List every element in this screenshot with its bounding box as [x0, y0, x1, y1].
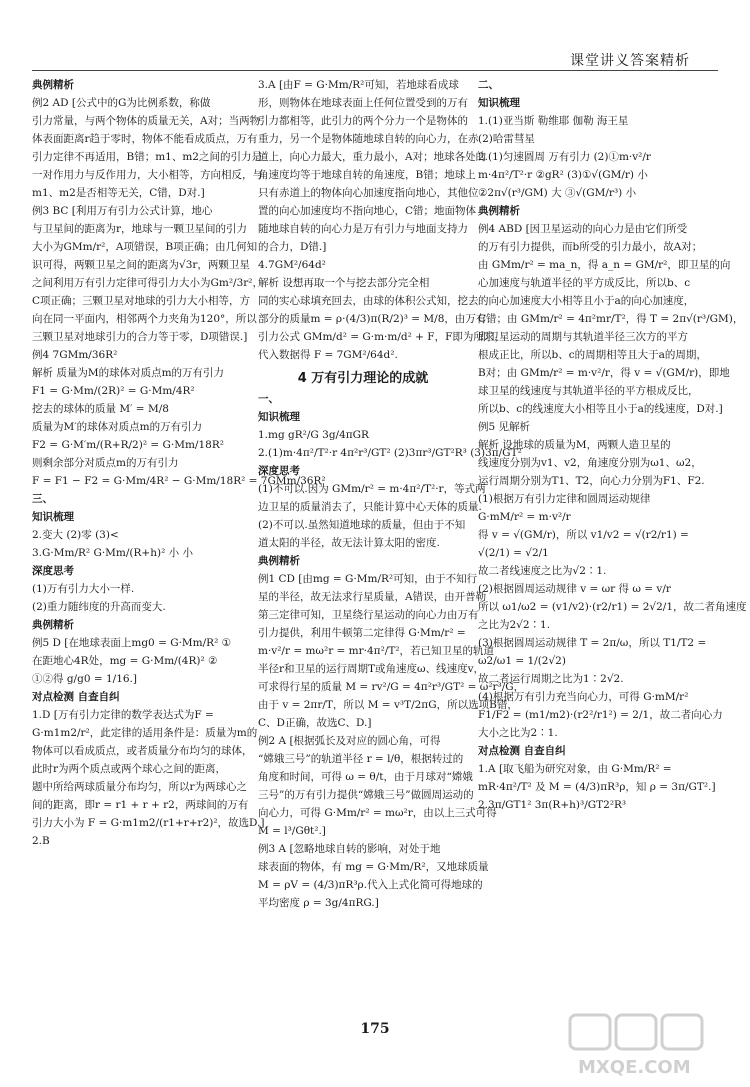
text-line: (2)重力随纬度的升高而变大. [32, 601, 166, 613]
text-line: B对；由 GMm/r² = m·v²/r，得 v = √(GM/r)，即地 [478, 367, 730, 379]
header-rule [32, 70, 718, 71]
text-line: 角度和时间，可得 ω = θ/t，由于月球对“嫦娥 [258, 771, 473, 783]
text-line: 得 v = √(GM/r)，所以 v1/v2 = √(r2/r1) = [478, 529, 689, 541]
text-line: 星的半径，故无法求行星质量，A错误，由开普勒 [258, 591, 487, 603]
text-line: 一对作用力与反作用力，大小相等，方向相反，与 [32, 169, 263, 181]
text-line: (2)哈雷彗星 [478, 133, 535, 145]
text-line: 代入数据得 F = 7GM²/64d². [258, 349, 398, 361]
text-line: 的合力，D错.] [258, 241, 327, 253]
text-line: 2.(1)m·4π²/T²·r 4π²r³/GT² (2)3πr³/GT²R³ (3)3π/GT² [258, 447, 522, 459]
text-line: 所以 ω1/ω2 = (v1/v2)·(r2/r1) = 2√2/1，故二者角速度 [478, 601, 747, 613]
text-line: 1.D [万有引力定律的数学表达式为F = [32, 709, 214, 721]
text-line: 之间利用万有引力定律可得引力大小为Gm²/3r²， [32, 277, 263, 289]
text-line: F = F1 − F2 = G·Mm/4R² − G·Mm/18R² = 7GMm/36R² [32, 475, 326, 487]
text-line: 大小之比为2∶1. [478, 727, 558, 739]
text-line: ①②得 g/g0 = 1/16.] [32, 673, 137, 685]
text-line: 在距地心4R处，mg = G·Mm/(4R)² ② [32, 655, 218, 667]
text-line: 故二者线速度之比为√2∶1. [478, 565, 607, 577]
text-line: C、D正确，故选C、D.] [258, 717, 372, 729]
text-line: 同的实心球填充回去，由球的体积公式知，挖去 [258, 295, 479, 307]
text-line: 角速度均等于地球自转的角速度，B错；地球上 [258, 169, 476, 181]
text-line: 道太阳的半径，故无法计算太阳的密度. [258, 537, 440, 549]
text-line: M = l³/Gθt².] [258, 825, 326, 837]
text-line: G·mM/r² = m·v²/r [478, 511, 571, 523]
text-line: 1.(1)亚当斯 勒维耶 伽勒 海王星 [478, 115, 629, 127]
text-line: m·v²/r = mω²r = mr·4π²/T²，若已知卫星的轨道 [258, 645, 495, 657]
text-line: C错；由 GMm/r² = 4π²mr/T²，得 T = 2π√(r³/GM)， [478, 313, 744, 325]
text-line: 边卫星的质量消去了，只能计算中心天体的质量. [258, 501, 482, 513]
section-heading: 典例精析 [32, 79, 74, 91]
text-line: 三颗卫星对地球引力的合力等于零，D项错误.] [32, 331, 248, 343]
text-line: ②2π√(r³/GM) 大 ③√(GM/r³) 小 [478, 187, 637, 199]
text-line: (2)根据圆周运动规律 v = ωr 得 ω = v/r [478, 583, 671, 595]
text-line: 由 GMm/r² = ma_n，得 a_n = GM/r²，即卫星的向 [478, 259, 731, 271]
text-line: 则剩余部分对质点m的万有引力 [32, 457, 179, 469]
section-heading: 深度思考 [258, 465, 300, 477]
text-line: 引力常量，与两个物体的质量无关，A对；当两物 [32, 115, 261, 127]
text-line: 随地球自转的向心力是万有引力与地面支持力 [258, 223, 468, 235]
text-line: F1 = G·Mm/(2R)² = G·Mm/4R² [32, 385, 195, 397]
text-line: 线速度分别为v1、v2，角速度分别为ω1、ω2， [478, 457, 702, 469]
text-line: 球卫星的线速度与其轨道半径的平方根成反比， [478, 385, 699, 397]
text-line: F2 = G·M′m/(R+R/2)² = G·Mm/18R² [32, 439, 224, 451]
section-heading: 对点检测 自查自纠 [32, 691, 120, 703]
text-line: 即卫星运动的周期与其轨道半径三次方的平方 [478, 331, 688, 343]
text-line: ω2/ω1 = 1/(2√2) [478, 655, 566, 667]
text-line: (4)根据万有引力充当向心力，可得 G·mM/r² [478, 691, 689, 703]
section-heading: 典例精析 [258, 555, 300, 567]
text-line: 引力定律不再适用，B错；m1、m2之间的引力是 [32, 151, 262, 163]
text-line: 3.A [由F = G·Mm/R²可知，若地球看成球 [258, 79, 459, 91]
text-line: √(2/1) = √2/1 [478, 547, 549, 559]
text-line: 2.3π/GT1² 3π(R+h)³/GT2²R³ [478, 799, 627, 811]
text-line: 故二者运行周期之比为1∶2√2. [478, 673, 624, 685]
text-line: 运行周期分别为T1、T2，向心力分别为F1、F2. [478, 475, 705, 487]
text-line: 道上，向心力最大，重力最小，A对；地球各处的 [258, 151, 487, 163]
text-line: 1.mg gR²/G 3g/4πGR [258, 429, 369, 441]
section-heading: 深度思考 [32, 565, 74, 577]
text-line: 向在同一平面内，相邻两个力夹角为120°，所以 [32, 313, 257, 325]
text-line: 根成正比，所以b、c的周期相等且大于a的周期， [478, 349, 707, 361]
text-line: 可求得行星的质量 M = rv²/G = 4π²r³/GT² = ω²r³/G， [258, 681, 525, 693]
text-line: 题中所给两球质量分布均匀，所以r为两球心之 [32, 781, 248, 793]
text-line: G·m1m2/r²，此定律的适用条件是：质量为m的 [32, 727, 258, 739]
text-line: 例5 见解析 [478, 421, 531, 433]
text-line: (1)根据万有引力定律和圆周运动规律 [478, 493, 651, 505]
watermark-logo [568, 1011, 738, 1081]
section-heading: 知识梳理 [258, 411, 300, 423]
text-line: F1/F2 = (m1/m2)·(r2²/r1²) = 2/1，故二者向心力 [478, 709, 723, 721]
text-line: 例5 D [在地球表面上mg0 = G·Mm/R² ① [32, 637, 232, 649]
text-line: 例1 CD [由mg = G·Mm/R²可知，由于不知行 [258, 573, 478, 585]
text-line: (2)不可以.虽然知道地球的质量，但由于不知 [258, 519, 466, 531]
text-line: 例2 AD [公式中的G为比例系数，称做 [32, 97, 211, 109]
text-line: (1)不可以.因为 GMm/r² = m·4π²/T²·r，等式两 [258, 483, 486, 495]
text-line: “嫦娥三号”的轨道半径 r = l/θ，根据转过的 [258, 753, 464, 765]
text-line: (1)万有引力大小一样. [32, 583, 135, 595]
chapter-title: 4 万有引力理论的成就 [297, 371, 429, 386]
text-line: 质量为M′的球体对质点m的万有引力 [32, 421, 203, 433]
text-line: 2.(1)匀速圆周 万有引力 (2)①m·v²/r [478, 151, 651, 163]
text-line: 三号”的万有引力提供“嫦娥三号”做圆周运动的 [258, 789, 474, 801]
text-line: 由于 v = 2πr/T，所以 M = v³T/2πG，所以选项B错， [258, 699, 518, 711]
page-header-title: 课堂讲义答案精析 [570, 53, 690, 69]
text-line: 体表面距离r趋于零时，物体不能看成质点，万有 [32, 133, 258, 145]
text-line: 球表面的物体，有 mg = G·Mm/R²，又地球质量 [258, 861, 489, 873]
text-line: mR·4π²/T² 及 M = (4/3)πR³ρ，知 ρ = 3π/GT².] [478, 781, 716, 793]
text-line: 解析 设想再取一个与挖去部分完全相 [258, 277, 430, 289]
text-line: 与卫星间的距离为r，地球与一颗卫星间的引力 [32, 223, 248, 235]
text-line: 引力提供，利用牛顿第二定律得 G·Mm/r² = [258, 627, 466, 639]
section-heading: 一、 [258, 393, 279, 405]
text-line: 例4 ABD [因卫星运动的向心力是由它们所受 [478, 223, 688, 235]
text-line: 引力都相等，此引力的两个分力一个是物体的 [258, 115, 468, 127]
text-line: 大小为GMm/r²，A项错误，B项正确；由几何知 [32, 241, 258, 253]
text-line: 重力，另一个是物体随地球自转的向心力，在赤 [258, 133, 479, 145]
text-line: M = ρV = (4/3)πR³ρ.代入上式化简可得地球的 [258, 879, 483, 891]
section-heading: 知识梳理 [478, 97, 520, 109]
text-line: 此时r为两个质点或两个球心之间的距离， [32, 763, 227, 775]
text-line: 3.G·Mm/R² G·Mm/(R+h)² 小 小 [32, 547, 193, 559]
text-line: 的万有引力提供，而b所受的引力最小，故A对； [478, 241, 703, 253]
text-line: 引力大小为 F = G·m1m2/(r1+r+r2)²，故选D.] [32, 817, 265, 829]
text-line: C项正确；三颗卫星对地球的引力大小相等，方 [32, 295, 251, 307]
section-heading: 对点检测 自查自纠 [478, 745, 566, 757]
text-line: 间的距离，即r = r1 + r + r2，两球间的万有 [32, 799, 249, 811]
text-line: m·4π²/T²·r ②gR² (3)①√(GM/r) 小 [478, 169, 648, 181]
text-line: 半径r和卫星的运行周期T或角速度ω、线速度v， [258, 663, 485, 675]
text-line: 物体可以看成质点，或者质量分布均匀的球体， [32, 745, 253, 757]
text-line: 识可得，两颗卫星之间的距离为√3r，两颗卫星 [32, 259, 250, 271]
text-line: 之比为2√2∶1. [478, 619, 551, 631]
text-line: 2.B [32, 835, 50, 847]
text-line: 1.A [取飞船为研究对象，由 G·Mm/R² = [478, 763, 672, 775]
text-column-right [478, 76, 747, 814]
text-line: 2.变大 (2)零 (3)< [32, 529, 119, 541]
text-line: 向心力，可得 G·Mm/r² = mω²r，由以上三式可得 [258, 807, 497, 819]
text-line: 引力公式 GMm/d² = G·m·m/d² + F，F即为所求， [258, 331, 505, 343]
text-line: 心加速度与轨道半径的平方成反比，所以b、c [478, 277, 691, 289]
section-heading: 知识梳理 [32, 511, 74, 523]
text-line: 挖去的球体的质量 M′ = M/8 [32, 403, 169, 415]
text-line: 形，则物体在地球表面上任何位置受到的万有 [258, 97, 468, 109]
section-heading: 典例精析 [32, 619, 74, 631]
section-heading: 三、 [32, 493, 53, 505]
text-line: 4.7GM²/64d² [258, 259, 326, 271]
text-line: 部分的质量m = ρ·(4/3)π(R/2)³ = M/8，由万有 [258, 313, 487, 325]
text-line: 例2 A [根据弧长及对应的圆心角，可得 [258, 735, 441, 747]
text-line: 的向心加速度大小相等且小于a的向心加速度， [478, 295, 695, 307]
section-heading: 典例精析 [478, 205, 520, 217]
text-line: 例3 A [忽略地球自转的影响，对处于地 [258, 843, 441, 855]
text-line: 第三定律可知，卫星绕行星运动的向心力由万有 [258, 609, 479, 621]
text-line: 例3 BC [利用万有引力公式计算，地心 [32, 205, 213, 217]
text-line: 解析 设地球的质量为M，两颗人造卫星的 [478, 439, 671, 451]
text-line: 例4 7GMm/36R² [32, 349, 118, 361]
section-heading: 二、 [478, 79, 499, 91]
svg-text:MXQE.COM: MXQE.COM [578, 1057, 691, 1078]
text-line: 解析 质量为M的球体对质点m的万有引力 [32, 367, 225, 379]
text-line: (3)根据圆周运动规律 T = 2π/ω，所以 T1/T2 = [478, 637, 707, 649]
text-line: 只有赤道上的物体向心加速度指向地心，其他位 [258, 187, 479, 199]
text-line: 所以b、c的线速度大小相等且小于a的线速度，D对.] [478, 403, 723, 415]
page-number: 175 [360, 1021, 390, 1037]
text-line: m1、m2是否相等无关，C错，D对.] [32, 187, 205, 199]
text-line: 置的向心加速度均不指向地心，C错；地面物体 [258, 205, 477, 217]
text-line: 平均密度 ρ = 3g/4πRG.] [258, 897, 379, 909]
